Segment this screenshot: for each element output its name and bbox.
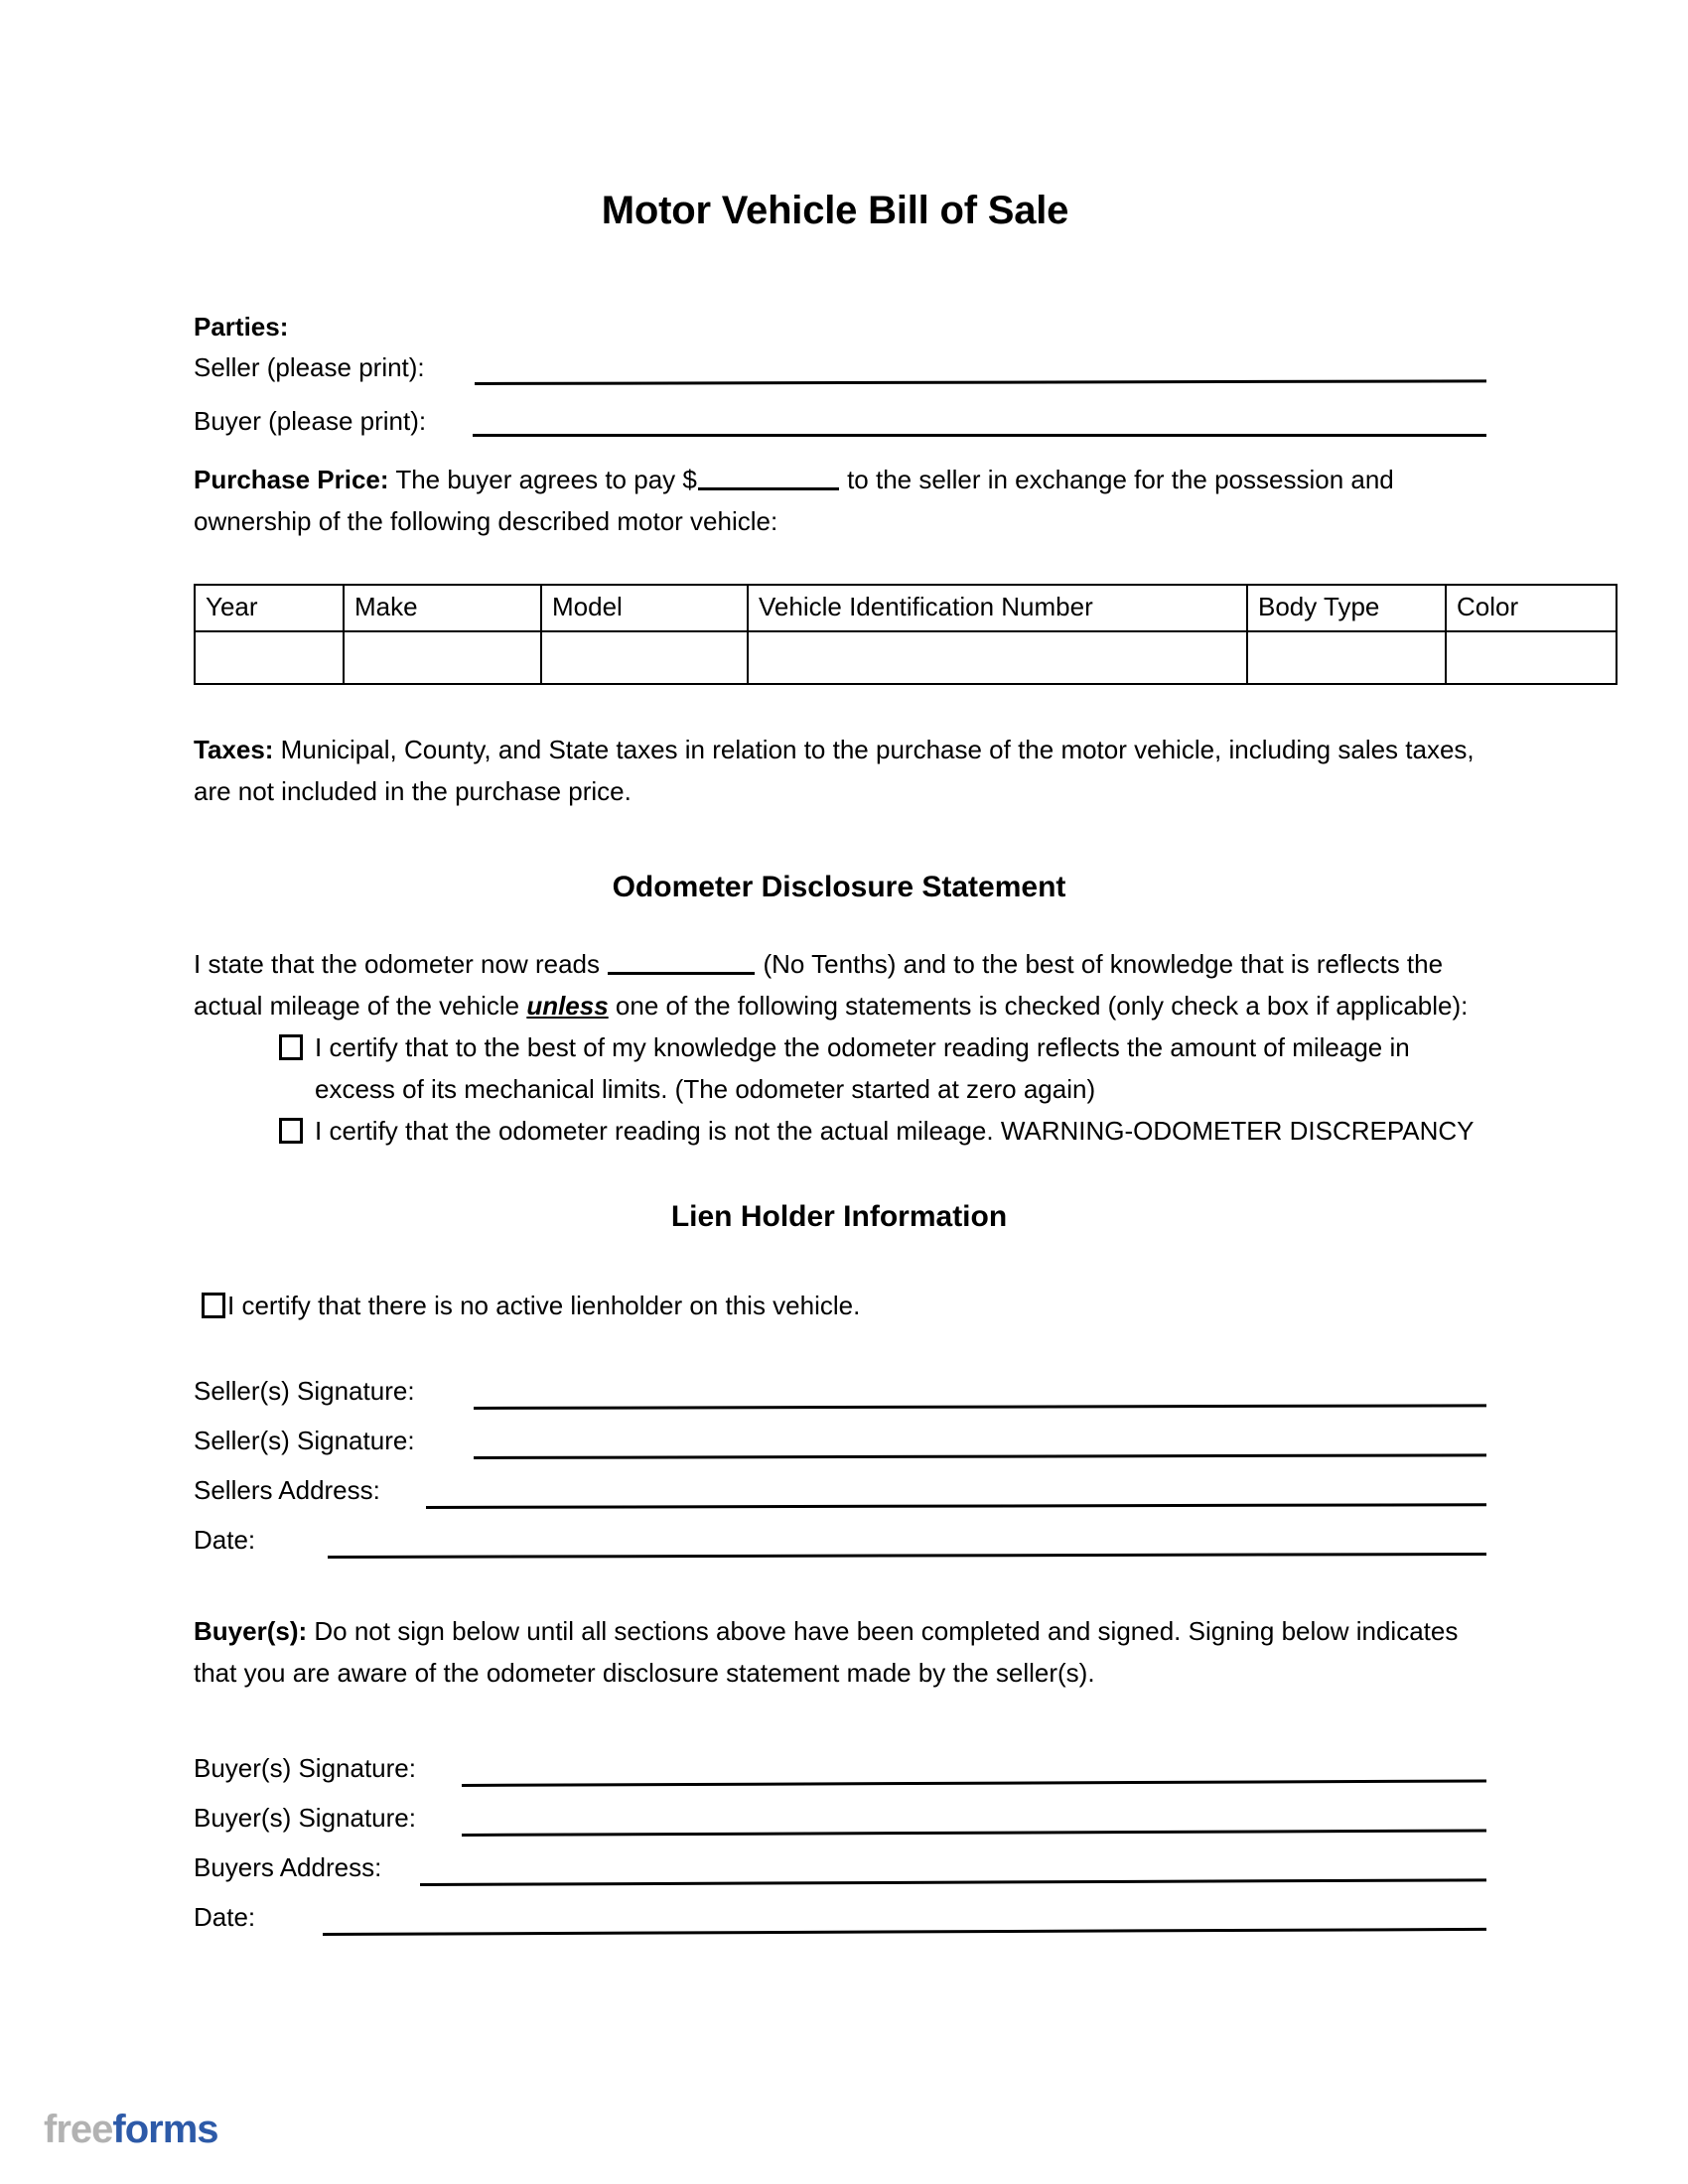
taxes-label: Taxes: <box>194 735 274 764</box>
buyer-signature-row-1 <box>194 1743 1484 1793</box>
purchase-price-paragraph <box>194 443 1484 542</box>
seller-signature-line-2[interactable] <box>474 1453 1486 1459</box>
buyer-note-label: Buyer(s): <box>194 1616 308 1646</box>
buyer-signature-label-2: Buyer(s) Signature: <box>194 1803 416 1833</box>
purchase-price-label: Purchase Price: <box>194 465 389 494</box>
seller-print-label: Seller (please print): <box>194 352 425 382</box>
page-title: Motor Vehicle Bill of Sale <box>601 189 1069 232</box>
seller-date-row <box>194 1515 1484 1565</box>
logo-text-free: free <box>44 2108 113 2151</box>
buyer-address-label: Buyers Address: <box>194 1852 382 1882</box>
odometer-checkbox-label-2: I certify that the odometer reading is not the actual mileage. WARNING-ODOMETER DISCREPANCY <box>315 1116 1475 1146</box>
lien-certify-row[interactable] <box>194 1237 1484 1326</box>
buyer-date-row <box>194 1892 1484 1942</box>
column-header-vin: Vehicle Identification Number <box>748 585 1247 631</box>
cell-body-type[interactable] <box>1247 631 1446 684</box>
vehicle-table-wrapper <box>194 542 1519 685</box>
cell-year[interactable] <box>195 631 344 684</box>
checkbox-mechanical-limits[interactable] <box>279 1034 303 1060</box>
buyer-date-label: Date: <box>194 1902 256 1932</box>
table-header-row <box>195 585 1617 631</box>
seller-signature-block <box>194 1326 1484 1565</box>
seller-address-line[interactable] <box>426 1503 1486 1509</box>
cell-vin[interactable] <box>748 631 1247 684</box>
buyer-print-line[interactable] <box>473 434 1486 437</box>
odometer-checkbox-item-2[interactable] <box>194 1110 1484 1152</box>
buyer-signature-line-2[interactable] <box>462 1829 1486 1837</box>
odometer-checkbox-item-1[interactable] <box>194 1026 1484 1110</box>
seller-signature-label-1: Seller(s) Signature: <box>194 1376 415 1406</box>
buyer-date-line[interactable] <box>323 1928 1486 1936</box>
column-header-color: Color <box>1446 585 1617 631</box>
taxes-text: Municipal, County, and State taxes in relation to the purchase of the motor vehicle, including sales taxes, are not included in the purchase price. <box>194 735 1475 806</box>
seller-signature-line-1[interactable] <box>474 1404 1486 1410</box>
lien-holder-section-heading: Lien Holder Information <box>670 1200 1008 1233</box>
table-row <box>195 631 1617 684</box>
taxes-paragraph <box>194 685 1484 812</box>
buyer-note-paragraph <box>194 1565 1484 1694</box>
seller-signature-row-2 <box>194 1416 1484 1465</box>
cell-model[interactable] <box>541 631 748 684</box>
buyer-print-label: Buyer (please print): <box>194 406 427 436</box>
logo-text-forms: forms <box>112 2108 218 2151</box>
odometer-section-heading: Odometer Disclosure Statement <box>612 871 1066 903</box>
seller-signature-label-2: Seller(s) Signature: <box>194 1426 415 1455</box>
buyer-signature-block <box>194 1694 1484 1942</box>
buyer-note-text: Do not sign below until all sections above have been completed and signed. Signing below indicates that you are aware of the odometer disclosure statement made by the seller(s). <box>194 1616 1459 1688</box>
seller-date-line[interactable] <box>328 1553 1486 1559</box>
lien-certify-label: I certify that there is no active lienholder on this vehicle. <box>227 1291 861 1320</box>
column-header-body-type: Body Type <box>1247 585 1446 631</box>
freeforms-logo <box>44 2107 218 2152</box>
purchase-price-text-before: The buyer agrees to pay $ <box>388 465 697 494</box>
purchase-price-text-after: to the seller in exchange for the possession and ownership of the following described motor vehicle: <box>194 465 1394 536</box>
cell-color[interactable] <box>1446 631 1617 684</box>
seller-signature-row-1 <box>194 1366 1484 1416</box>
checkbox-not-actual-mileage[interactable] <box>279 1118 303 1144</box>
odometer-reading-blank[interactable] <box>608 950 755 975</box>
column-header-model: Model <box>541 585 748 631</box>
buyer-print-row <box>194 389 1484 443</box>
column-header-make: Make <box>344 585 541 631</box>
odometer-intro-tail: one of the following statements is checked (only check a box if applicable): <box>608 991 1469 1021</box>
seller-address-label: Sellers Address: <box>194 1475 380 1505</box>
odometer-checkbox-label-1: I certify that to the best of my knowledge the odometer reading reflects the amount of mileage in excess of its mechanical limits. (The odometer started at zero again) <box>315 1032 1410 1104</box>
buyer-address-line[interactable] <box>420 1878 1486 1886</box>
document-content <box>194 0 1519 1942</box>
buyer-signature-row-2 <box>194 1793 1484 1843</box>
column-header-year: Year <box>195 585 344 631</box>
odometer-intro-paragraph <box>194 907 1484 1026</box>
cell-make[interactable] <box>344 631 541 684</box>
parties-heading: Parties: <box>194 312 289 341</box>
seller-date-label: Date: <box>194 1525 256 1555</box>
purchase-price-input-blank[interactable] <box>698 466 839 490</box>
vehicle-details-table <box>194 584 1618 685</box>
odometer-emphasis-unless: unless <box>526 991 609 1021</box>
seller-print-line[interactable] <box>475 379 1486 385</box>
seller-address-row <box>194 1465 1484 1515</box>
odometer-intro-after: (No Tenths) and to the best of knowledge that is reflects the actual mileage of the vehicle <box>194 949 1444 1021</box>
buyer-address-row <box>194 1843 1484 1892</box>
odometer-intro-before: I state that the odometer now reads <box>194 949 608 979</box>
checkbox-no-active-lienholder[interactable] <box>202 1293 225 1318</box>
seller-print-row <box>194 345 1484 389</box>
buyer-signature-label-1: Buyer(s) Signature: <box>194 1753 416 1783</box>
buyer-signature-line-1[interactable] <box>462 1779 1486 1787</box>
